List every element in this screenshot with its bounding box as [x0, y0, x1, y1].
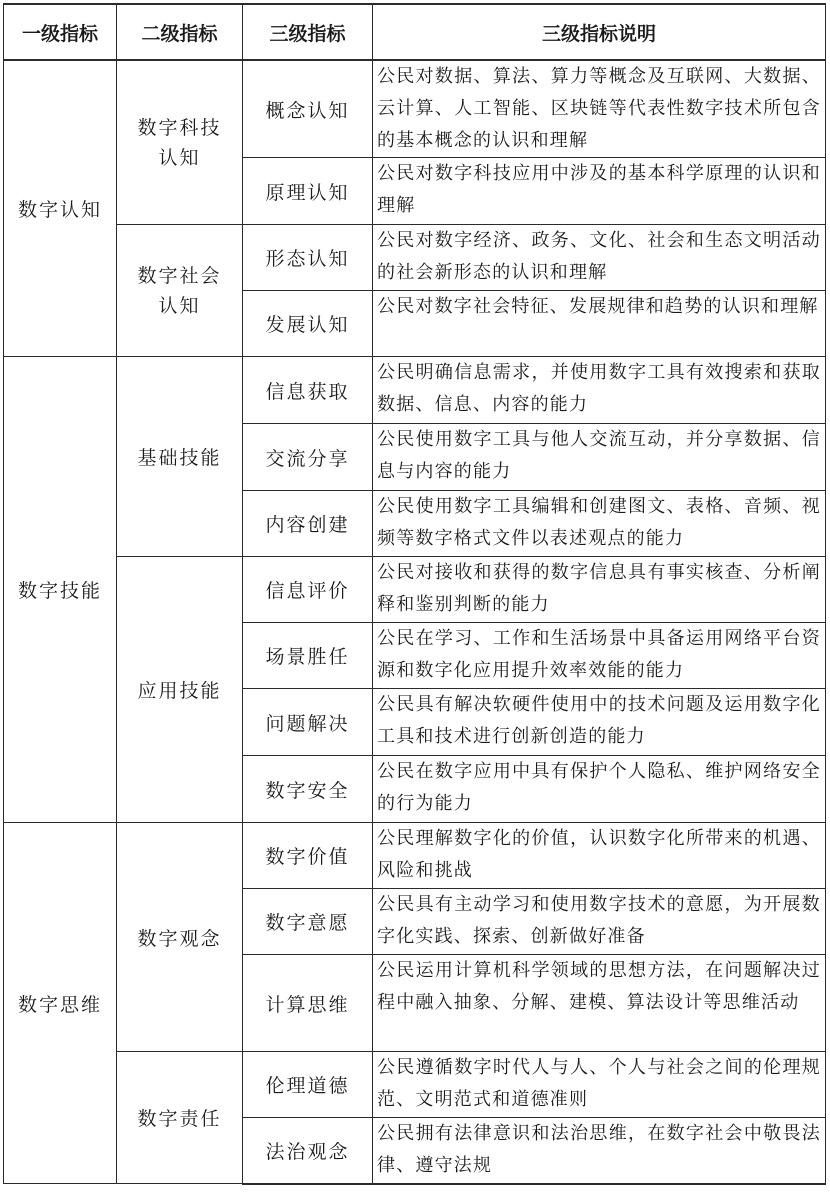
- level3-cell: 问题解决: [243, 689, 373, 756]
- level1-cell: 数字技能: [4, 357, 117, 823]
- description-cell: 公民在数字应用中具有保护个人隐私、维护网络安全的行为能力: [373, 756, 826, 823]
- level3-cell: 数字价值: [243, 823, 373, 889]
- level2-label: 数字社会认知: [137, 264, 222, 317]
- header-level1: 一级指标: [4, 4, 117, 60]
- description-cell: 公民具有解决软硬件使用中的技术问题及运用数字化工具和技术进行创新创造的能力: [373, 689, 826, 756]
- level2-cell: 基础技能: [117, 357, 243, 557]
- level3-cell: 伦理道德: [243, 1052, 373, 1118]
- level1-cell: 数字思维: [4, 823, 117, 1184]
- level3-cell: 概念认知: [243, 60, 373, 158]
- level3-cell: 数字意愿: [243, 889, 373, 955]
- description-cell: 公民对接收和获得的数字信息具有事实核查、分析阐释和鉴别判断的能力: [373, 557, 826, 623]
- header-row: [4, 4, 826, 60]
- description-cell: 公民在学习、工作和生活场景中具备运用网络平台资源和数字化应用提升效率效能的能力: [373, 623, 826, 689]
- level3-cell: 信息评价: [243, 557, 373, 623]
- header-level3: 三级指标: [243, 4, 373, 60]
- level3-cell: 信息获取: [243, 357, 373, 424]
- table-row: [4, 1052, 826, 1118]
- table-row: [4, 357, 826, 424]
- description-cell: 公民使用数字工具与他人交流互动，并分享数据、信息与内容的能力: [373, 424, 826, 491]
- description-cell: 公民具有主动学习和使用数字技术的意愿，为开展数字化实践、探索、创新做好准备: [373, 889, 826, 955]
- description-cell: 公民明确信息需求，并使用数字工具有效搜索和获取数据、信息、内容的能力: [373, 357, 826, 424]
- level3-cell: 原理认知: [243, 158, 373, 225]
- indicator-table: [3, 3, 826, 1185]
- description-cell: 公民对数字科技应用中涉及的基本科学原理的认识和理解: [373, 158, 826, 225]
- table-row: [4, 557, 826, 623]
- level2-cell: 数字责任: [117, 1052, 243, 1184]
- table-row: [4, 225, 826, 291]
- level3-cell: 内容创建: [243, 491, 373, 557]
- description-cell: 公民拥有法律意识和法治思维，在数字社会中敬畏法律、遵守法规: [373, 1118, 826, 1184]
- level2-cell: 应用技能: [117, 557, 243, 823]
- level3-cell: 场景胜任: [243, 623, 373, 689]
- level3-cell: 计算思维: [243, 955, 373, 1052]
- level3-cell: 交流分享: [243, 424, 373, 491]
- table-row: [4, 823, 826, 889]
- level2-cell: 数字观念: [117, 823, 243, 1052]
- level2-label: 数字科技认知: [137, 116, 222, 169]
- header-level2: 二级指标: [117, 4, 243, 60]
- level3-cell: 数字安全: [243, 756, 373, 823]
- level1-cell: 数字认知: [4, 60, 117, 357]
- description-cell: 公民遵循数字时代人与人、个人与社会之间的伦理规范、文明范式和道德准则: [373, 1052, 826, 1118]
- level3-cell: 法治观念: [243, 1118, 373, 1184]
- level3-cell: 发展认知: [243, 291, 373, 357]
- description-cell: 公民对数据、算法、算力等概念及互联网、大数据、云计算、人工智能、区块链等代表性数字技术所包含的基本概念的认识和理解: [373, 60, 826, 158]
- description-cell: 公民使用数字工具编辑和创建图文、表格、音频、视频等数字格式文件以表述观点的能力: [373, 491, 826, 557]
- table-row: [4, 60, 826, 158]
- level3-cell: 形态认知: [243, 225, 373, 291]
- level2-cell: [117, 225, 243, 357]
- description-cell: 公民对数字社会特征、发展规律和趋势的认识和理解: [373, 291, 826, 357]
- description-cell: 公民对数字经济、政务、文化、社会和生态文明活动的社会新形态的认识和理解: [373, 225, 826, 291]
- level2-cell: [117, 60, 243, 225]
- description-cell: 公民运用计算机科学领域的思想方法，在问题解决过程中融入抽象、分解、建模、算法设计等思维活动: [373, 955, 826, 1052]
- header-description: 三级指标说明: [373, 4, 826, 60]
- description-cell: 公民理解数字化的价值，认识数字化所带来的机遇、风险和挑战: [373, 823, 826, 889]
